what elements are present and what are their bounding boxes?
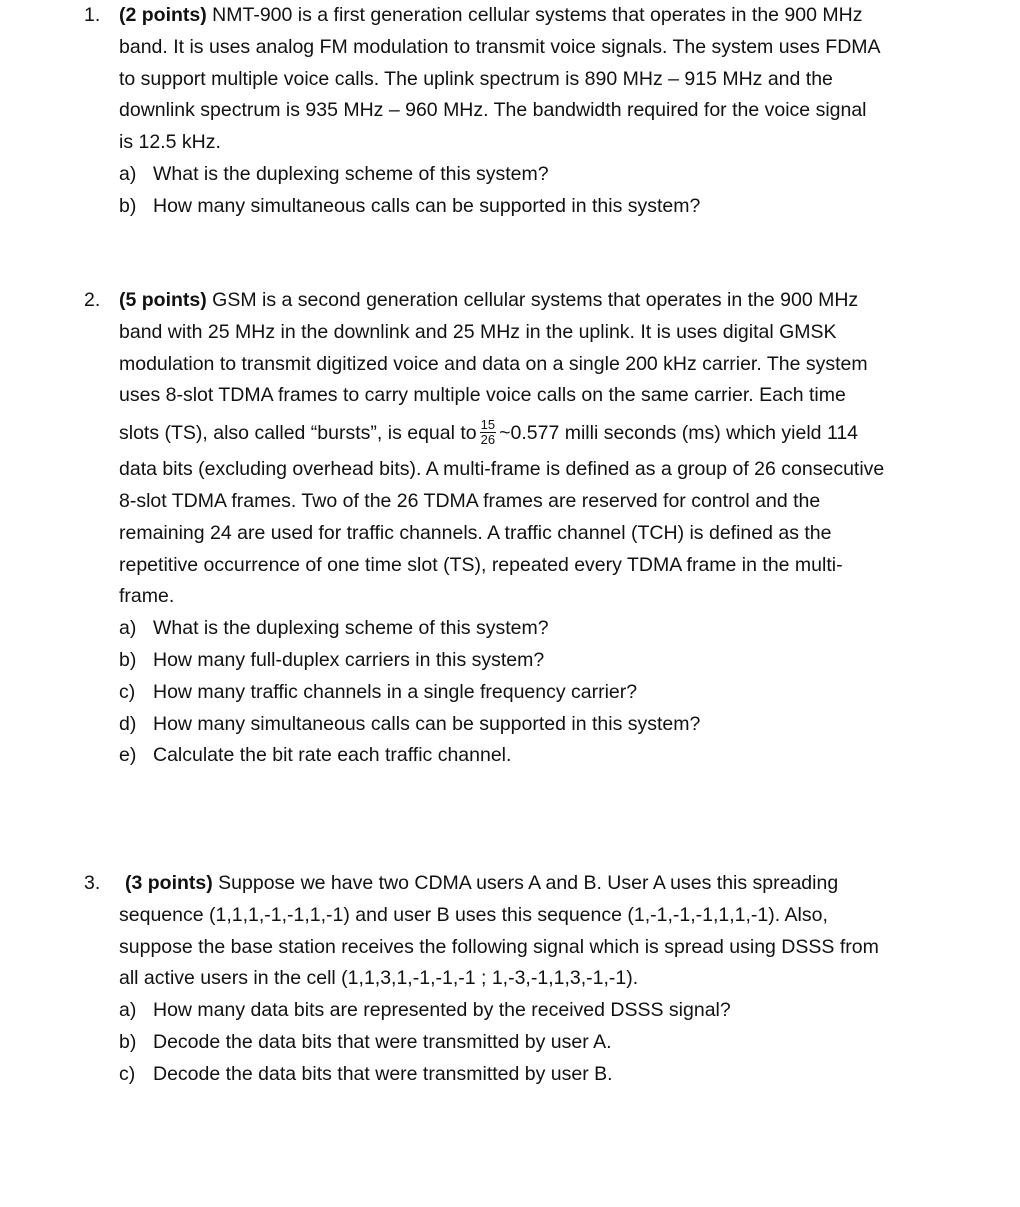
question-body <box>119 285 959 772</box>
sub-letter: a) <box>119 999 137 1022</box>
question-number: 2. <box>84 289 101 311</box>
sub-question-b <box>119 191 959 223</box>
sub-question-d <box>119 709 959 741</box>
sub-question-a <box>119 995 959 1027</box>
question-text: slots (TS), also called “bursts”, is equal to <box>119 422 477 445</box>
question-line <box>119 412 959 454</box>
sub-letter: a) <box>119 162 137 185</box>
question-number: 1. <box>84 4 101 26</box>
sub-text: How many simultaneous calls can be supported in this system? <box>153 194 701 217</box>
sub-letter: d) <box>119 712 137 735</box>
question-line: repetitive occurrence of one time slot (TS), repeated every TDMA frame in the multi- <box>119 553 843 576</box>
sub-text: What is the duplexing scheme of this system? <box>153 617 549 640</box>
sub-letter: b) <box>119 194 137 217</box>
sub-letter: c) <box>119 1062 136 1085</box>
question-line: all active users in the cell (1,1,3,1,-1,-1,-1 ; 1,-3,-1,1,3,-1,-1). <box>119 967 639 990</box>
sub-text: What is the duplexing scheme of this system? <box>153 162 549 185</box>
question-line: to support multiple voice calls. The uplink spectrum is 890 MHz – 915 MHz and the <box>119 67 833 90</box>
points-label: (3 points) <box>125 872 213 894</box>
fraction-numerator: 15 <box>480 416 496 432</box>
sub-question-e <box>119 740 959 772</box>
question-line: sequence (1,1,1,-1,-1,1,-1) and user B uses this sequence (1,-1,-1,-1,1,1,-1). Also, <box>119 903 828 926</box>
sub-question-a <box>119 613 959 645</box>
question-line: is 12.5 kHz. <box>119 131 221 154</box>
sub-letter: c) <box>119 680 136 703</box>
question-line: remaining 24 are used for traffic channels. A traffic channel (TCH) is defined as the <box>119 521 832 544</box>
question-line: downlink spectrum is 935 MHz – 960 MHz. The bandwidth required for the voice signal <box>119 99 867 122</box>
question-text: GSM is a second generation cellular systems that operates in the 900 MHz <box>206 289 859 311</box>
question-body <box>119 0 959 223</box>
question-line: modulation to transmit digitized voice and data on a single 200 kHz carrier. The system <box>119 352 868 375</box>
sub-text: How many traffic channels in a single frequency carrier? <box>153 680 638 703</box>
points-label: (2 points) <box>119 4 207 26</box>
question-line: 8-slot TDMA frames. Two of the 26 TDMA frames are reserved for control and the <box>119 489 821 512</box>
question-body <box>119 868 959 1091</box>
sub-text: How many simultaneous calls can be supported in this system? <box>153 712 701 735</box>
question-text: Suppose we have two CDMA users A and B. User A uses this spreading <box>212 872 839 894</box>
sub-text: Decode the data bits that were transmitted by user A. <box>153 1030 612 1053</box>
sub-letter: b) <box>119 648 137 671</box>
question-line: suppose the base station receives the following signal which is spread using DSSS from <box>119 935 879 958</box>
points-label: (5 points) <box>119 289 207 311</box>
sub-question-b <box>119 645 959 677</box>
sub-text: Decode the data bits that were transmitted by user B. <box>153 1062 613 1085</box>
question-number: 3. <box>84 872 101 894</box>
sub-question-c <box>119 1059 959 1091</box>
sub-letter: b) <box>119 1030 137 1053</box>
question-line <box>119 868 959 900</box>
sub-letter: a) <box>119 617 137 640</box>
fraction-denominator: 26 <box>480 431 496 447</box>
question-line: uses 8-slot TDMA frames to carry multiple voice calls on the same carrier. Each time <box>119 384 846 407</box>
sub-text: Calculate the bit rate each traffic channel. <box>153 744 512 767</box>
question-line <box>119 0 959 32</box>
question-text: ~0.577 milli seconds (ms) which yield 114 <box>499 422 859 445</box>
question-line: band with 25 MHz in the downlink and 25 MHz in the uplink. It is uses digital GMSK <box>119 320 837 343</box>
sub-question-a <box>119 159 959 191</box>
sub-question-c <box>119 677 959 709</box>
question-line: frame. <box>119 585 175 608</box>
question-text: NMT-900 is a first generation cellular systems that operates in the 900 MHz <box>206 4 863 26</box>
fraction <box>480 418 496 447</box>
sub-letter: e) <box>119 744 137 767</box>
question-line: band. It is uses analog FM modulation to transmit voice signals. The system uses FDMA <box>119 35 881 58</box>
question-line: data bits (excluding overhead bits). A multi-frame is defined as a group of 26 consecutive <box>119 458 885 481</box>
sub-text: How many full-duplex carriers in this system? <box>153 648 545 671</box>
sub-text: How many data bits are represented by the received DSSS signal? <box>153 999 731 1022</box>
sub-question-b <box>119 1027 959 1059</box>
question-line <box>119 285 959 317</box>
